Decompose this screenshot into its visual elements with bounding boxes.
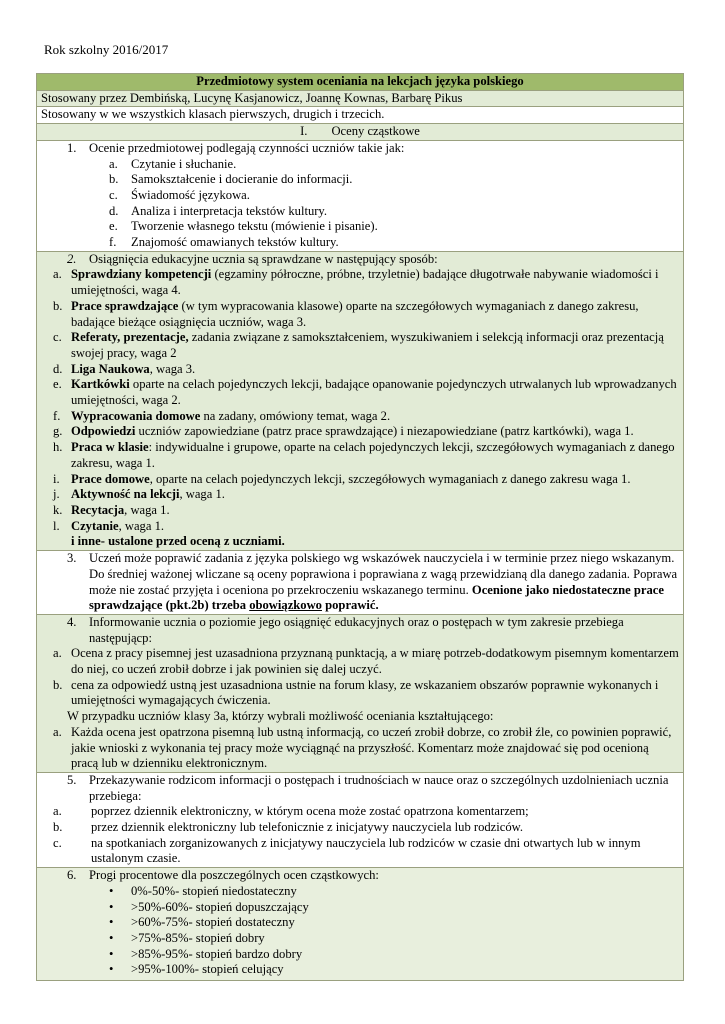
list-text-bold: Aktywność na lekcji [71, 487, 180, 502]
list-text: 0%-50%- stopień niedostateczny [131, 883, 297, 898]
bullet-icon: • [109, 899, 114, 914]
list-item [41, 836, 679, 867]
list-item [41, 884, 679, 900]
list-text-rest: , waga 3. [149, 361, 196, 376]
list-marker: a. [109, 156, 118, 171]
list-text: >50%-60%- stopień dopuszczający [131, 899, 309, 914]
s3-bold-a: Ocenione jako niedostateczne prace sprawdzające (pkt.2b) trzeba [89, 582, 664, 613]
bullet-icon: • [109, 915, 114, 930]
list-text: Znajomość omawianych tekstów kultury. [131, 235, 339, 250]
s4-list [41, 646, 679, 709]
list-text: >75%-85%- stopień dobry [131, 930, 265, 945]
s2-intro: Osiągnięcia edukacyjne ucznia są sprawdzane w następujący sposób: [89, 251, 438, 266]
section-3 [37, 551, 684, 615]
list-marker: f. [109, 235, 117, 250]
list-marker: j. [53, 487, 60, 502]
list-text [71, 440, 679, 471]
list-marker: a. [53, 724, 62, 739]
list-text: >60%-75%- stopień dostateczny [131, 915, 295, 930]
list-marker: b. [53, 677, 63, 692]
list-item [41, 219, 679, 235]
applied-by: Stosowany przez Dembińską, Lucynę Kasjanowicz, Joannę Kownas, Barbarę Pikus [37, 90, 684, 107]
s3-text: Uczeń może poprawić zadania z języka polskiego wg wskazówek nauczyciela i w terminie przez niego wskazanym. Do średniej ważonej wliczane są oceny poprawiona i poprawiana z wagą przewidzianą dla danego zadania. Poprawa może nie zostać przyjęta i oceniona po przekroczeniu wskazanego terminu. [89, 551, 678, 597]
s3-number: 3. [67, 551, 77, 566]
list-item [41, 204, 679, 220]
list-text [71, 424, 679, 440]
list-text [71, 503, 679, 519]
list-text-bold: Praca w klasie [71, 440, 149, 455]
s4-number: 4. [67, 614, 77, 629]
list-text-bold: Prace domowe [71, 471, 150, 486]
list-marker: l. [53, 518, 60, 533]
list-item [41, 235, 679, 251]
document-title: Przedmiotowy system oceniania na lekcjach języka polskiego [37, 74, 684, 91]
section-6 [37, 868, 684, 981]
section-2 [37, 251, 684, 550]
list-text-bold: Czytanie [71, 518, 119, 533]
list-text-rest: (egzaminy półroczne, próbne, trzyletnie) badające długotrwałe nabywanie wiadomości i umiejętności, waga 4. [71, 267, 659, 298]
list-text-bold: Prace sprawdzające [71, 298, 179, 313]
list-marker: d. [53, 361, 63, 376]
list-item [41, 377, 679, 408]
list-item [41, 409, 679, 425]
list-item [41, 472, 679, 488]
list-marker: i. [53, 471, 60, 486]
list-marker: k. [53, 502, 63, 517]
list-text: na spotkaniach zorganizowanych z inicjatywy nauczyciela lub rodziców w czasie dni otwartych lub w innym ustalonym czasie. [91, 835, 641, 866]
s2-closing: i inne- ustalone przed oceną z uczniami. [71, 534, 285, 549]
list-text-bold: Sprawdziany kompetencji [71, 267, 212, 282]
list-item [41, 267, 679, 298]
list-marker: e. [53, 377, 62, 392]
list-marker: c. [53, 835, 62, 850]
list-marker: a. [53, 646, 62, 661]
list-text-rest: zadania związane z samokształceniem, wyszukiwaniem i selekcją informacji oraz prezentacją swojej pracy, waga 2 [71, 330, 664, 360]
s6-list [41, 884, 679, 978]
list-item [41, 188, 679, 204]
school-year: Rok szkolny 2016/2017 [44, 42, 169, 57]
list-item [41, 646, 679, 677]
list-text [71, 519, 679, 535]
s4-note: W przypadku uczniów klasy 3a, którzy wybrali możliwość oceniania kształtującego: [67, 709, 494, 724]
list-text: Tworzenie własnego tekstu (mówienie i pisanie). [131, 219, 378, 234]
list-text: Świadomość językowa. [131, 187, 250, 202]
list-item [41, 900, 679, 916]
bullet-icon: • [109, 883, 114, 898]
s6-number: 6. [67, 868, 77, 883]
list-marker: h. [53, 440, 63, 455]
s5-number: 5. [67, 772, 77, 787]
list-item [41, 725, 679, 772]
list-text-bold: Liga Naukowa [71, 361, 150, 376]
list-text [71, 362, 679, 378]
list-text [71, 487, 679, 503]
list-marker: b. [53, 298, 63, 313]
list-text [71, 409, 679, 425]
list-marker: c. [53, 330, 62, 345]
s5-intro: Przekazywanie rodzicom informacji o postępach i trudnościach w nauce oraz o szczególnych uzdolnieniach ucznia przebiega: [89, 772, 669, 803]
list-text-bold: Referaty, prezentacje, [71, 330, 189, 345]
list-item [41, 172, 679, 188]
list-text: przez dziennik elektroniczny lub telefonicznie z inicjatywy nauczyciela lub rodziców. [91, 820, 524, 835]
s4-list-2 [41, 725, 679, 772]
list-item [41, 157, 679, 173]
list-text: cena za odpowiedź ustną jest uzasadniona ustnie na forum klasy, ze wskazaniem obszarów poprawnie wykonanych i umiejętności wymagających ćwiczenia. [71, 677, 659, 708]
list-item [41, 931, 679, 947]
section-1 [37, 140, 684, 251]
list-item [41, 440, 679, 471]
list-marker: g. [53, 424, 63, 439]
list-marker: b. [53, 820, 63, 835]
list-item [41, 962, 679, 978]
list-marker: a. [53, 804, 62, 819]
section-5 [37, 772, 684, 867]
s1-list [41, 157, 679, 251]
list-item [41, 820, 679, 836]
list-text: Samokształcenie i docieranie do informacji. [131, 172, 353, 187]
list-text: Analiza i interpretacja tekstów kultury. [131, 203, 328, 218]
list-item [41, 678, 679, 709]
list-marker: e. [109, 219, 118, 234]
grading-table [36, 73, 684, 981]
list-text-rest: , waga 1. [118, 518, 165, 533]
section-number: I. [300, 124, 308, 139]
s5-list [41, 804, 679, 867]
s2-list [41, 267, 679, 534]
list-text-bold: Recytacja [71, 502, 125, 517]
list-text: Ocena z pracy pisemnej jest uzasadniona przyznaną punktacją, a w miarę potrzeb-dodatkowym pisemnym komentarzem do niej, co uczeń zrobił dobrze i jak powinien się dalej uczyć. [71, 646, 679, 677]
s1-intro: Ocenie przedmiotowej podlegają czynności uczniów takie jak: [89, 140, 405, 155]
s4-intro: Informowanie ucznia o poziomie jego osiągnięć edukacyjnych oraz o postępach w tym zakresie przebiega następującp: [89, 614, 624, 645]
list-text [71, 267, 679, 298]
list-item [41, 424, 679, 440]
list-text-rest: (w tym wypracowania klasowe) oparte na szczegółowych wymaganiach z danego zakresu, badające bieżące osiągnięcia uczniów, waga 3. [71, 298, 639, 329]
list-text: >95%-100%- stopień celujący [131, 962, 284, 977]
list-marker: b. [109, 172, 119, 187]
list-item [41, 804, 679, 820]
section-title: Oceny cząstkowe [331, 124, 420, 139]
section-heading [37, 124, 684, 141]
list-text [71, 330, 679, 361]
list-text-rest: , waga 1. [124, 502, 170, 517]
s3-bold-b: poprawić. [321, 598, 379, 613]
list-text: Każda ocena jest opatrzona pisemną lub ustną informacją, co uczeń zrobił dobrze, co zrobił źle, co powinien poprawić, jakie wnioski z wykonania tej pracy może wyciągnąć na przyszłość. Komentarz może znajdować się pod ocenioną pracą lub w dzienniku elektronicznym. [71, 724, 672, 771]
section-4 [37, 614, 684, 772]
list-text [71, 377, 679, 408]
list-item [41, 519, 679, 535]
list-text-rest: uczniów zapowiedziane (patrz prace sprawdzające) i niezapowiedziane (patrz kartkówki), waga 1. [135, 424, 634, 439]
list-text-bold: Kartkówki [71, 377, 130, 392]
list-item [41, 330, 679, 361]
list-text-rest: : indywidualne i grupowe, oparte na celach pojedynczych lekcji, szczegółowych wymaganiach z danego zakresu, waga 1. [71, 440, 675, 470]
list-text-rest: oparte na celach pojedynczych lekcji, badające opanowanie pojedynczych utrwalanych lub wprowadzanych umiejętności, waga 2. [71, 377, 677, 408]
list-item [41, 487, 679, 503]
list-item [41, 299, 679, 330]
list-text [71, 472, 679, 488]
list-item [41, 915, 679, 931]
applied-in: Stosowany w we wszystkich klasach pierwszych, drugich i trzecich. [37, 107, 684, 124]
list-text-rest: , oparte na celach pojedynczych lekcji, szczegółowych wymaganiach z danego zakresu waga 1. [149, 471, 631, 486]
s1-number: 1. [67, 140, 77, 155]
bullet-icon: • [109, 962, 114, 977]
list-item [41, 503, 679, 519]
list-text-bold: Wypracowania domowe [71, 408, 201, 423]
list-item [41, 947, 679, 963]
list-text-rest: , waga 1. [179, 487, 225, 502]
list-text [71, 299, 679, 330]
list-marker: a. [53, 267, 62, 282]
list-text: poprzez dziennik elektroniczny, w którym ocena może zostać opatrzona komentarzem; [91, 804, 529, 819]
list-text-bold: Odpowiedzi [71, 424, 136, 439]
list-text-rest: na zadany, omówiony temat, waga 2. [200, 408, 391, 423]
bullet-icon: • [109, 930, 114, 945]
list-text: Czytanie i słuchanie. [131, 156, 237, 171]
list-marker: c. [109, 187, 118, 202]
s3-underline: obowiązkowo [249, 598, 322, 613]
bullet-icon: • [109, 946, 114, 961]
list-item [41, 362, 679, 378]
list-marker: d. [109, 203, 119, 218]
s6-intro: Progi procentowe dla poszczególnych ocen cząstkowych: [89, 868, 379, 883]
list-text: >85%-95%- stopień bardzo dobry [131, 946, 303, 961]
list-marker: f. [53, 408, 61, 423]
s2-number: 2. [67, 251, 77, 266]
